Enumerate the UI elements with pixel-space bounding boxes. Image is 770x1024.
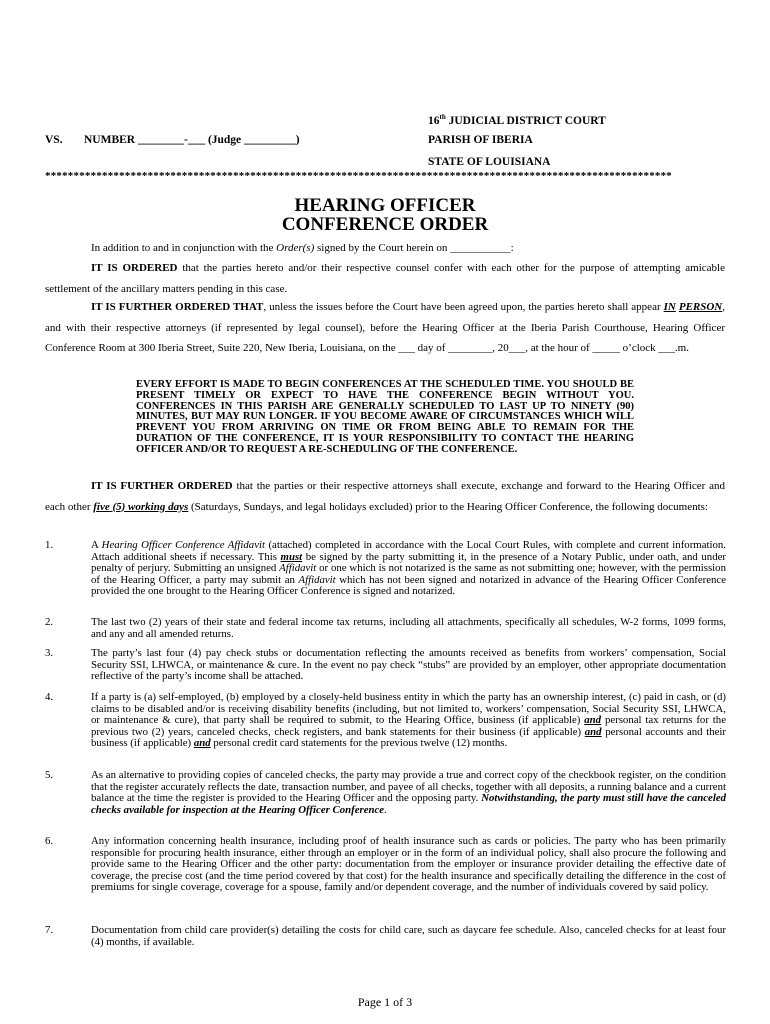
item-number: 6. bbox=[45, 835, 54, 847]
documents-paragraph: IT IS FURTHER ORDERED that the parties or their respective attorneys shall execute, exchange and forward to the Hearing Officer and each other five (5) working days (Saturdays, Sundays, and legal holidays excluded) prior to the Hearing Officer Conference, the following documents: bbox=[45, 480, 725, 513]
item-text: The party’s last four (4) pay check stubs or documentation reflecting the amounts received as benefits from workers’ compensation, Social Security SSI, LHWCA, or maintenance & cure. In the event no pay check “stubs” are provided by an employer, other appropriate documentation reflective of the party’s income shall be attached. bbox=[91, 647, 726, 683]
court-heading bbox=[428, 113, 606, 127]
item-text: A Hearing Officer Conference Affidavit (attached) completed in accordance with the Local Court Rules, with complete and current information. Attach additional sheets if necessary. This must be signed by the party submitting it, in the presence of a Notary Public, under oath, and under penalty of perjury. Submitting an unsigned Affidavit or one which is not notarized is the same as not submitting one; however, with the permission of the Hearing Officer, a party may submit an Affidavit which has not been signed and notarized in advance of the Hearing Officer Conference provided the one brought to the Hearing Officer Conference is signed and notarized. bbox=[91, 539, 726, 598]
item-text: Documentation from child care provider(s) detailing the costs for child care, such as daycare fee schedule. Also, canceled checks for at least four (4) months, if available. bbox=[91, 924, 726, 948]
item-number: 5. bbox=[45, 769, 54, 781]
court-number: 16 bbox=[428, 114, 440, 127]
item-text: Any information concerning health insurance, including proof of health insurance such as cards or policies. The party who has been primarily responsible for procuring health insurance, either through an employer or in the form of an individual policy, shall also procure the following and provide same to the Hearing Officer and the other party: documentation from the employer or insurance provider detailing the effective date of coverage, the precise cost (and the time period covered by that cost) for the health insurance and specifically detailing the difference in the cost of premiums for single coverage, coverage for a spouse, family and/or dependent coverage, and the number of individuals covered by said policy. bbox=[91, 835, 726, 894]
item-number: 4. bbox=[45, 691, 54, 703]
item-number: 2. bbox=[45, 616, 54, 628]
timeliness-warning: EVERY EFFORT IS MADE TO BEGIN CONFERENCES AT THE SCHEDULED TIME. YOU SHOULD BE PRESENT TIMELY OR EXPECT TO HAVE THE CONFERENCE BEGIN WITHOUT YOU. CONFERENCES IN THIS PARISH ARE GENERALLY SCHEDULED TO LAST UP TO NINETY (90) MINUTES, BUT MAY RUN LONGER. IF YOU BECOME AWARE OF CIRCUMSTANCES WHICH WILL PREVENT YOU FROM ARRIVING ON TIME OR FROM BEING ABLE TO REMAIN FOR THE DURATION OF THE CONFERENCE, IT IS YOUR RESPONSIBILITY TO CONTACT THE HEARING OFFICER AND/OR TO REQUEST A RE-SCHEDULING OF THE CONFERENCE. bbox=[136, 379, 634, 455]
item-text: If a party is (a) self-employed, (b) employed by a closely-held business entity in which the party has an ownership interest, (c) paid in cash, or (d) claims to be disabled and/or is receiving disability benefits (including, but not limited to, workers’ compensation, Social Security SSI, LHWCA, or maintenance & cure), that party shall be required to submit, to the Hearing Office, business (if applicable) and personal tax returns for the previous two (2) years, canceled checks, check registers, and bank statements for their business (if applicable) and personal accounts and their business (if applicable) and personal credit card statements for the previous twelve (12) months. bbox=[91, 691, 726, 750]
ordered-paragraph: IT IS ORDERED that the parties hereto and/or their respective counsel confer with each other for the purpose of attempting amicable settlement of the ancillary matters pending in this case. bbox=[45, 262, 725, 295]
page-number: Page 1 of 3 bbox=[357, 995, 413, 1009]
vs-label: VS. bbox=[45, 134, 63, 146]
intro-paragraph: In addition to and in conjunction with the Order(s) signed by the Court herein on ___________: bbox=[91, 242, 514, 254]
item-text: The last two (2) years of their state and federal income tax returns, including all attachments, specifically all schedules, W-2 forms, 1099 forms, and any and all amended returns. bbox=[91, 616, 726, 640]
title-line-2: CONFERENCE ORDER bbox=[281, 214, 489, 235]
item-number: 7. bbox=[45, 924, 54, 936]
parish-line: PARISH OF IBERIA bbox=[428, 134, 533, 146]
item-text: As an alternative to providing copies of canceled checks, the party may provide a true and correct copy of the checkbook register, on the condition that the register accurately reflects the date, transaction number, and payee of all checks, together with all deposits, a running balance and a current balance at the time the register is provided to the Hearing Officer and the opposing party. Notwithstanding, the party must still have the canceled checks available for inspection at the Hearing Officer Conference. bbox=[91, 769, 727, 816]
separator-line: ************************************************************************************************************** bbox=[45, 170, 672, 182]
court-suffix: th bbox=[439, 113, 446, 121]
title-line-1: HEARING OFFICER bbox=[294, 195, 476, 216]
item-number: 3. bbox=[45, 647, 54, 659]
appearance-paragraph: IT IS FURTHER ORDERED THAT, unless the issues before the Court have been agreed upon, the parties hereto shall appear IN PERSON, and with their respective attorneys (if represented by legal counsel), before the Hearing Officer at the Iberia Parish Courthouse, Hearing Officer Conference Room at 300 Iberia Street, Suite 220, New Iberia, Louisiana, on the ___ day of ________, 20___, at the hour of _____ o’clock ___.m. bbox=[45, 301, 725, 354]
court-line: JUDICIAL DISTRICT COURT bbox=[448, 114, 606, 127]
state-line: STATE OF LOUISIANA bbox=[428, 156, 551, 168]
case-number-line: NUMBER ________-___ (Judge _________) bbox=[84, 134, 300, 146]
item-number: 1. bbox=[45, 539, 54, 551]
